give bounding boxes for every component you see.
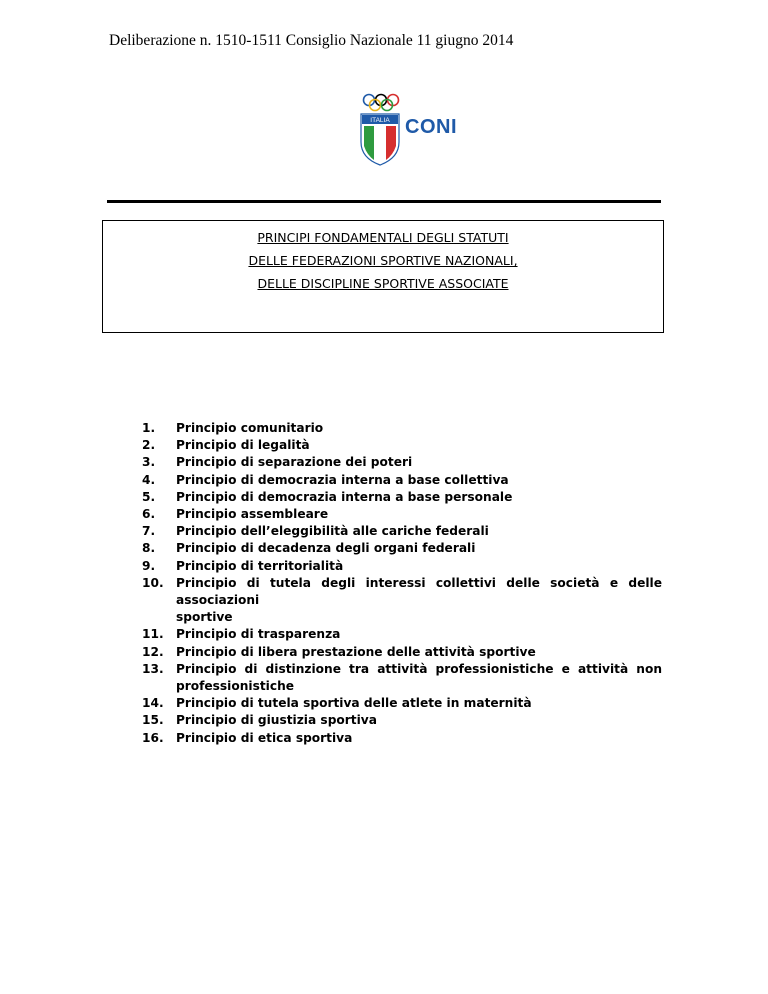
list-item: [142, 558, 662, 575]
svg-text:ITALIA: ITALIA: [370, 117, 390, 124]
item-number: 5.: [142, 489, 156, 504]
list-item: [142, 730, 662, 747]
title-box: [102, 220, 664, 333]
coni-logo: [355, 90, 465, 168]
list-item: [142, 695, 662, 712]
item-number: 16.: [142, 730, 164, 745]
italia-shield-icon: [361, 114, 399, 165]
item-number: 15.: [142, 713, 164, 728]
coni-wordmark: CONI: [405, 116, 457, 138]
item-number: 13.: [142, 661, 164, 676]
item-number: 4.: [142, 472, 156, 487]
item-number: 2.: [142, 438, 156, 453]
title-line-2: DELLE FEDERAZIONI SPORTIVE NAZIONALI,: [248, 253, 518, 268]
olympic-rings-icon: [364, 95, 399, 111]
item-text: Principio di separazione dei poteri: [176, 455, 413, 470]
item-text: Principio di democrazia interna a base collettiva: [176, 472, 509, 487]
item-number: 8.: [142, 541, 156, 556]
item-number: 1.: [142, 421, 156, 435]
list-item: [142, 540, 662, 557]
item-text-continuation: sportive: [176, 610, 233, 625]
item-text: Principio di democrazia interna a base personale: [176, 489, 513, 504]
item-text-continuation: professionistiche: [176, 679, 295, 694]
item-number: 14.: [142, 696, 164, 711]
item-number: 10.: [142, 575, 164, 590]
item-text: Principio di etica sportiva: [176, 730, 353, 745]
item-text: Principio di giustizia sportiva: [176, 713, 377, 728]
item-number: 9.: [142, 558, 156, 573]
list-item: [142, 712, 662, 729]
title-line-3: DELLE DISCIPLINE SPORTIVE ASSOCIATE: [257, 276, 509, 291]
title-line-1: PRINCIPI FONDAMENTALI DEGLI STATUTI: [257, 230, 509, 245]
item-number: 12.: [142, 644, 164, 659]
list-item: [142, 523, 662, 540]
horizontal-rule: [107, 200, 661, 203]
item-text: Principio di libera prestazione delle attività sportive: [176, 644, 536, 659]
item-text: Principio di tutela degli interessi collettivi delle società e delle associazioni: [176, 575, 662, 608]
item-text: Principio di territorialità: [176, 558, 344, 573]
item-number: 3.: [142, 455, 156, 470]
list-item: [142, 472, 662, 489]
list-item: [142, 506, 662, 523]
item-text: Principio di decadenza degli organi federali: [176, 541, 476, 556]
item-text: Principio di tutela sportiva delle atlete in maternità: [176, 696, 532, 711]
document-header: Deliberazione n. 1510-1511 Consiglio Nazionale 11 giugno 2014: [109, 32, 514, 49]
item-text: Principio di distinzione tra attività professionistiche e attività non: [176, 661, 662, 676]
item-text: Principio assembleare: [176, 507, 329, 522]
item-number: 6.: [142, 507, 156, 522]
principles-list: [142, 420, 662, 747]
list-item: [142, 661, 662, 695]
item-text: Principio di legalità: [176, 438, 310, 453]
list-item: [142, 644, 662, 661]
item-number: 7.: [142, 524, 156, 539]
list-item: [142, 437, 662, 454]
list-item: [142, 626, 662, 643]
list-item: [142, 575, 662, 627]
list-item: [142, 489, 662, 506]
list-item: [142, 420, 662, 437]
item-number: 11.: [142, 627, 164, 642]
list-item: [142, 454, 662, 471]
item-text: Principio comunitario: [176, 421, 324, 435]
item-text: Principio di trasparenza: [176, 627, 341, 642]
item-text: Principio dell’eleggibilità alle cariche federali: [176, 524, 489, 539]
